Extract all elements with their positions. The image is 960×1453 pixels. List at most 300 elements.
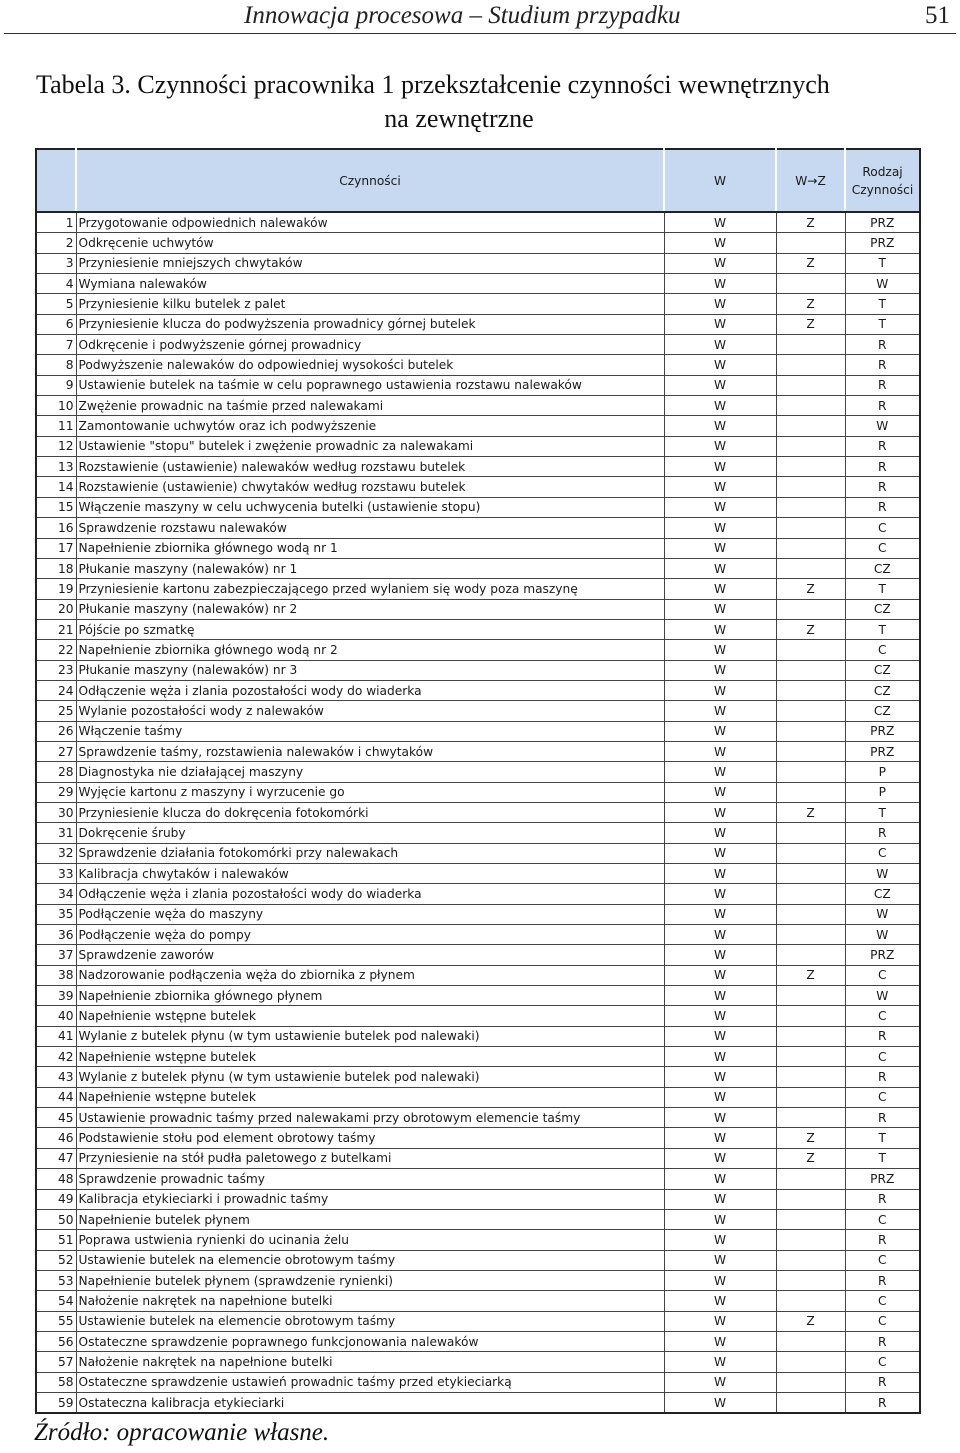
row-activity: Napełnienie zbiornika głównego wodą nr 1: [76, 538, 664, 558]
table-caption: [36, 68, 922, 136]
row-number: 16: [36, 518, 76, 538]
table-row: [36, 619, 920, 639]
row-w-to-z: [776, 925, 845, 945]
row-w: W: [664, 294, 776, 314]
row-activity-kind: C: [845, 1311, 920, 1331]
row-number: 52: [36, 1250, 76, 1270]
row-w: W: [664, 314, 776, 334]
row-number: 18: [36, 558, 76, 578]
row-number: 47: [36, 1148, 76, 1168]
table-row: [36, 1128, 920, 1148]
row-number: 3: [36, 253, 76, 273]
row-w: W: [664, 1087, 776, 1107]
row-w: W: [664, 1067, 776, 1087]
row-activity-kind: R: [845, 335, 920, 355]
row-number: 50: [36, 1209, 76, 1229]
row-number: 24: [36, 680, 76, 700]
row-activity-kind: R: [845, 375, 920, 395]
row-number: 39: [36, 986, 76, 1006]
row-w-to-z: [776, 396, 845, 416]
row-w: W: [664, 497, 776, 517]
row-activity: Odłączenie węża i zlania pozostałości wody do wiaderka: [76, 884, 664, 904]
table-row: [36, 782, 920, 802]
row-w-to-z: [776, 538, 845, 558]
running-title: Innowacja procesowa – Studium przypadku: [244, 2, 681, 29]
row-activity-kind: C: [845, 1291, 920, 1311]
row-activity: Podłączenie węża do maszyny: [76, 904, 664, 924]
header-w-to-z: W→Z: [776, 149, 845, 212]
row-activity-kind: CZ: [845, 884, 920, 904]
row-w: W: [664, 1128, 776, 1148]
row-w: W: [664, 1311, 776, 1331]
row-activity-kind: C: [845, 1006, 920, 1026]
row-w: W: [664, 233, 776, 253]
row-w: W: [664, 904, 776, 924]
table-row: [36, 253, 920, 273]
row-activity: Napełnienie wstępne butelek: [76, 1006, 664, 1026]
table-row: [36, 212, 920, 233]
row-w: W: [664, 579, 776, 599]
table-row: [36, 741, 920, 761]
row-w-to-z: Z: [776, 253, 845, 273]
row-w: W: [664, 538, 776, 558]
table-row: [36, 1270, 920, 1290]
row-w: W: [664, 1270, 776, 1290]
table-row: [36, 884, 920, 904]
row-w: W: [664, 1047, 776, 1067]
row-w-to-z: [776, 1250, 845, 1270]
row-activity: Przyniesienie kilku butelek z palet: [76, 294, 664, 314]
row-w: W: [664, 884, 776, 904]
row-w: W: [664, 436, 776, 456]
row-w-to-z: [776, 1087, 845, 1107]
table-row: [36, 1230, 920, 1250]
row-activity-kind: PRZ: [845, 212, 920, 233]
row-number: 38: [36, 965, 76, 985]
row-w-to-z: [776, 416, 845, 436]
row-w-to-z: [776, 497, 845, 517]
table-row: [36, 945, 920, 965]
row-number: 11: [36, 416, 76, 436]
table-row: [36, 1108, 920, 1128]
row-w: W: [664, 680, 776, 700]
table-row: [36, 823, 920, 843]
row-w-to-z: [776, 1026, 845, 1046]
row-activity-kind: T: [845, 619, 920, 639]
row-w-to-z: Z: [776, 579, 845, 599]
row-w-to-z: [776, 864, 845, 884]
row-activity-kind: R: [845, 1189, 920, 1209]
row-activity-kind: CZ: [845, 599, 920, 619]
row-w-to-z: Z: [776, 965, 845, 985]
row-number: 21: [36, 619, 76, 639]
row-w-to-z: [776, 1331, 845, 1351]
row-activity: Napełnienie butelek płynem: [76, 1209, 664, 1229]
row-w: W: [664, 518, 776, 538]
table-row: [36, 1291, 920, 1311]
row-activity: Przyniesienie na stół pudła paletowego z butelkami: [76, 1148, 664, 1168]
row-activity-kind: T: [845, 314, 920, 334]
header-kind-line-2: Czynności: [851, 182, 914, 197]
table-row: [36, 1047, 920, 1067]
row-w-to-z: [776, 640, 845, 660]
table-row: [36, 660, 920, 680]
row-activity: Przyniesienie mniejszych chwytaków: [76, 253, 664, 273]
row-activity: Wylanie z butelek płynu (w tym ustawienie butelek pod nalewaki): [76, 1026, 664, 1046]
row-number: 4: [36, 274, 76, 294]
table-row: [36, 904, 920, 924]
row-number: 6: [36, 314, 76, 334]
row-activity: Podwyższenie nalewaków do odpowiedniej wysokości butelek: [76, 355, 664, 375]
header-kind-line-1: Rodzaj: [862, 164, 903, 179]
row-w-to-z: [776, 1230, 845, 1250]
row-activity-kind: C: [845, 843, 920, 863]
row-w-to-z: [776, 558, 845, 578]
row-w: W: [664, 965, 776, 985]
table-row: [36, 1026, 920, 1046]
row-w: W: [664, 1148, 776, 1168]
row-activity: Wyjęcie kartonu z maszyny i wyrzucenie go: [76, 782, 664, 802]
row-activity-kind: R: [845, 355, 920, 375]
activities-table: [35, 148, 921, 1414]
table-row: [36, 538, 920, 558]
table-row: [36, 274, 920, 294]
row-w: W: [664, 762, 776, 782]
row-w-to-z: Z: [776, 314, 845, 334]
row-w-to-z: [776, 274, 845, 294]
row-w-to-z: [776, 1291, 845, 1311]
row-number: 19: [36, 579, 76, 599]
table-row: [36, 314, 920, 334]
row-activity-kind: CZ: [845, 558, 920, 578]
row-activity-kind: T: [845, 802, 920, 822]
header-activity-kind: [845, 149, 920, 212]
row-activity: Ustawienie "stopu" butelek i zwężenie prowadnic za nalewakami: [76, 436, 664, 456]
row-activity-kind: W: [845, 274, 920, 294]
table-row: [36, 416, 920, 436]
row-activity: Napełnienie zbiornika głównego wodą nr 2: [76, 640, 664, 660]
row-activity: Rozstawienie (ustawienie) chwytaków według rozstawu butelek: [76, 477, 664, 497]
row-activity: Sprawdzenie prowadnic taśmy: [76, 1169, 664, 1189]
row-activity: Diagnostyka nie działającej maszyny: [76, 762, 664, 782]
table-row: [36, 701, 920, 721]
row-activity: Sprawdzenie działania fotokomórki przy nalewakach: [76, 843, 664, 863]
row-w: W: [664, 558, 776, 578]
row-number: 35: [36, 904, 76, 924]
row-activity: Płukanie maszyny (nalewaków) nr 3: [76, 660, 664, 680]
row-number: 34: [36, 884, 76, 904]
row-w-to-z: [776, 1047, 845, 1067]
row-number: 48: [36, 1169, 76, 1189]
row-activity: Odkręcenie uchwytów: [76, 233, 664, 253]
row-number: 45: [36, 1108, 76, 1128]
row-w: W: [664, 619, 776, 639]
row-activity-kind: PRZ: [845, 741, 920, 761]
row-activity: Kalibracja chwytaków i nalewaków: [76, 864, 664, 884]
row-w-to-z: [776, 986, 845, 1006]
row-activity: Podstawienie stołu pod element obrotowy taśmy: [76, 1128, 664, 1148]
row-w: W: [664, 1230, 776, 1250]
row-activity: Włączenie maszyny w celu uchwycenia butelki (ustawienie stopu): [76, 497, 664, 517]
table-row: [36, 1087, 920, 1107]
row-activity: Dokręcenie śruby: [76, 823, 664, 843]
row-activity-kind: CZ: [845, 660, 920, 680]
row-number: 44: [36, 1087, 76, 1107]
row-w: W: [664, 1250, 776, 1270]
table-row: [36, 1392, 920, 1413]
row-activity-kind: PRZ: [845, 945, 920, 965]
row-number: 59: [36, 1392, 76, 1413]
table-row: [36, 375, 920, 395]
row-w: W: [664, 477, 776, 497]
row-w-to-z: [776, 945, 845, 965]
row-number: 22: [36, 640, 76, 660]
row-activity: Ustawienie butelek na elemencie obrotowym taśmy: [76, 1250, 664, 1270]
row-activity: Odłączenie węża i zlania pozostałości wody do wiaderka: [76, 680, 664, 700]
row-w: W: [664, 823, 776, 843]
table-row: [36, 436, 920, 456]
row-activity-kind: R: [845, 1392, 920, 1413]
row-w-to-z: [776, 1189, 845, 1209]
table-body: [36, 212, 920, 1413]
row-number: 46: [36, 1128, 76, 1148]
row-w-to-z: [776, 1169, 845, 1189]
row-number: 36: [36, 925, 76, 945]
row-w: W: [664, 782, 776, 802]
row-w: W: [664, 212, 776, 233]
row-number: 28: [36, 762, 76, 782]
row-activity-kind: R: [845, 457, 920, 477]
row-activity-kind: CZ: [845, 680, 920, 700]
row-activity: Nałożenie nakrętek na napełnione butelki: [76, 1291, 664, 1311]
row-number: 13: [36, 457, 76, 477]
table-row: [36, 802, 920, 822]
row-w-to-z: [776, 375, 845, 395]
row-w-to-z: [776, 701, 845, 721]
row-activity: Płukanie maszyny (nalewaków) nr 1: [76, 558, 664, 578]
table-row: [36, 986, 920, 1006]
row-activity-kind: R: [845, 1026, 920, 1046]
table-row: [36, 1311, 920, 1331]
row-w-to-z: Z: [776, 619, 845, 639]
row-activity: Sprawdzenie taśmy, rozstawienia nalewaków i chwytaków: [76, 741, 664, 761]
row-w-to-z: [776, 660, 845, 680]
row-w: W: [664, 802, 776, 822]
table-row: [36, 477, 920, 497]
row-w: W: [664, 925, 776, 945]
row-activity: Nadzorowanie podłączenia węża do zbiornika z płynem: [76, 965, 664, 985]
row-w: W: [664, 660, 776, 680]
row-number: 20: [36, 599, 76, 619]
table-row: [36, 1006, 920, 1026]
row-w-to-z: Z: [776, 1148, 845, 1168]
row-number: 7: [36, 335, 76, 355]
table-row: [36, 1372, 920, 1392]
row-w: W: [664, 945, 776, 965]
row-number: 9: [36, 375, 76, 395]
row-activity-kind: W: [845, 416, 920, 436]
row-activity: Odkręcenie i podwyższenie górnej prowadnicy: [76, 335, 664, 355]
row-activity-kind: W: [845, 925, 920, 945]
table-row: [36, 355, 920, 375]
row-w: W: [664, 355, 776, 375]
row-activity-kind: R: [845, 497, 920, 517]
row-w: W: [664, 1291, 776, 1311]
row-w: W: [664, 1209, 776, 1229]
row-activity: Podłączenie węża do pompy: [76, 925, 664, 945]
row-number: 23: [36, 660, 76, 680]
row-number: 37: [36, 945, 76, 965]
row-activity: Pójście po szmatkę: [76, 619, 664, 639]
table-caption-line-2: na zewnętrzne: [384, 104, 534, 133]
row-activity: Ustawienie butelek na taśmie w celu poprawnego ustawienia rozstawu nalewaków: [76, 375, 664, 395]
row-w: W: [664, 1006, 776, 1026]
row-w-to-z: [776, 599, 845, 619]
row-w-to-z: Z: [776, 294, 845, 314]
row-w-to-z: [776, 1392, 845, 1413]
table-row: [36, 680, 920, 700]
row-w: W: [664, 457, 776, 477]
row-number: 2: [36, 233, 76, 253]
row-w: W: [664, 843, 776, 863]
row-activity-kind: C: [845, 1352, 920, 1372]
row-w: W: [664, 1331, 776, 1351]
row-w-to-z: Z: [776, 212, 845, 233]
row-activity: Napełnienie zbiornika głównego płynem: [76, 986, 664, 1006]
row-activity-kind: R: [845, 1270, 920, 1290]
table-row: [36, 558, 920, 578]
table-row: [36, 396, 920, 416]
row-activity: Ostateczne sprawdzenie ustawień prowadnic taśmy przed etykieciarką: [76, 1372, 664, 1392]
row-activity-kind: C: [845, 640, 920, 660]
row-w-to-z: [776, 518, 845, 538]
row-number: 55: [36, 1311, 76, 1331]
row-w: W: [664, 335, 776, 355]
row-w-to-z: [776, 1372, 845, 1392]
row-w: W: [664, 396, 776, 416]
row-w-to-z: [776, 904, 845, 924]
header-w: W: [664, 149, 776, 212]
table-row: [36, 1169, 920, 1189]
row-activity: Nałożenie nakrętek na napełnione butelki: [76, 1352, 664, 1372]
row-activity-kind: T: [845, 294, 920, 314]
row-number: 12: [36, 436, 76, 456]
row-number: 42: [36, 1047, 76, 1067]
row-w-to-z: [776, 843, 845, 863]
table-row: [36, 864, 920, 884]
table-row: [36, 599, 920, 619]
row-activity-kind: PRZ: [845, 1169, 920, 1189]
row-w: W: [664, 416, 776, 436]
row-w: W: [664, 741, 776, 761]
row-w: W: [664, 375, 776, 395]
row-w-to-z: Z: [776, 1128, 845, 1148]
row-activity-kind: R: [845, 1372, 920, 1392]
row-activity-kind: R: [845, 823, 920, 843]
row-activity: Ustawienie butelek na elemencie obrotowym taśmy: [76, 1311, 664, 1331]
row-w-to-z: [776, 1209, 845, 1229]
row-w: W: [664, 599, 776, 619]
row-activity: Napełnienie wstępne butelek: [76, 1087, 664, 1107]
row-w: W: [664, 1392, 776, 1413]
row-activity-kind: R: [845, 1331, 920, 1351]
row-activity-kind: C: [845, 1209, 920, 1229]
table-caption-line-1: Tabela 3. Czynności pracownika 1 przekształcenie czynności wewnętrznych: [36, 70, 830, 99]
row-activity: Napełnienie wstępne butelek: [76, 1047, 664, 1067]
row-w: W: [664, 640, 776, 660]
running-head: [0, 0, 960, 40]
row-number: 10: [36, 396, 76, 416]
row-w-to-z: [776, 1352, 845, 1372]
row-w: W: [664, 1169, 776, 1189]
row-w-to-z: [776, 233, 845, 253]
row-activity: Poprawa ustwienia rynienki do ucinania żelu: [76, 1230, 664, 1250]
row-number: 57: [36, 1352, 76, 1372]
row-activity-kind: T: [845, 1148, 920, 1168]
row-activity-kind: C: [845, 1047, 920, 1067]
row-activity-kind: PRZ: [845, 233, 920, 253]
row-w-to-z: [776, 1108, 845, 1128]
table-row: [36, 1067, 920, 1087]
row-number: 43: [36, 1067, 76, 1087]
row-w: W: [664, 274, 776, 294]
row-activity-kind: W: [845, 864, 920, 884]
row-activity: Płukanie maszyny (nalewaków) nr 2: [76, 599, 664, 619]
row-w: W: [664, 1372, 776, 1392]
table-row: [36, 721, 920, 741]
table-row: [36, 579, 920, 599]
header-number: [36, 149, 76, 212]
row-activity-kind: T: [845, 1128, 920, 1148]
table-row: [36, 640, 920, 660]
table-row: [36, 457, 920, 477]
row-number: 27: [36, 741, 76, 761]
row-number: 41: [36, 1026, 76, 1046]
row-w: W: [664, 864, 776, 884]
row-activity-kind: C: [845, 1250, 920, 1270]
row-activity-kind: C: [845, 1087, 920, 1107]
row-number: 26: [36, 721, 76, 741]
row-activity: Sprawdzenie zaworów: [76, 945, 664, 965]
table-row: [36, 965, 920, 985]
row-w: W: [664, 721, 776, 741]
row-w: W: [664, 701, 776, 721]
row-number: 53: [36, 1270, 76, 1290]
row-w-to-z: [776, 762, 845, 782]
row-w: W: [664, 1108, 776, 1128]
row-number: 33: [36, 864, 76, 884]
row-activity-kind: C: [845, 518, 920, 538]
row-w-to-z: [776, 782, 845, 802]
row-w-to-z: [776, 741, 845, 761]
table-row: [36, 294, 920, 314]
row-w-to-z: [776, 1006, 845, 1026]
row-w-to-z: [776, 355, 845, 375]
page-number: 51: [925, 2, 950, 29]
table-row: [36, 762, 920, 782]
row-activity: Ostateczna kalibracja etykieciarki: [76, 1392, 664, 1413]
row-w-to-z: [776, 436, 845, 456]
row-w: W: [664, 986, 776, 1006]
row-activity: Przyniesienie kartonu zabezpieczającego przed wylaniem się wody poza maszynę: [76, 579, 664, 599]
row-activity-kind: R: [845, 436, 920, 456]
row-activity-kind: T: [845, 579, 920, 599]
row-number: 14: [36, 477, 76, 497]
table-row: [36, 1148, 920, 1168]
row-number: 8: [36, 355, 76, 375]
row-activity-kind: C: [845, 965, 920, 985]
row-w: W: [664, 253, 776, 273]
